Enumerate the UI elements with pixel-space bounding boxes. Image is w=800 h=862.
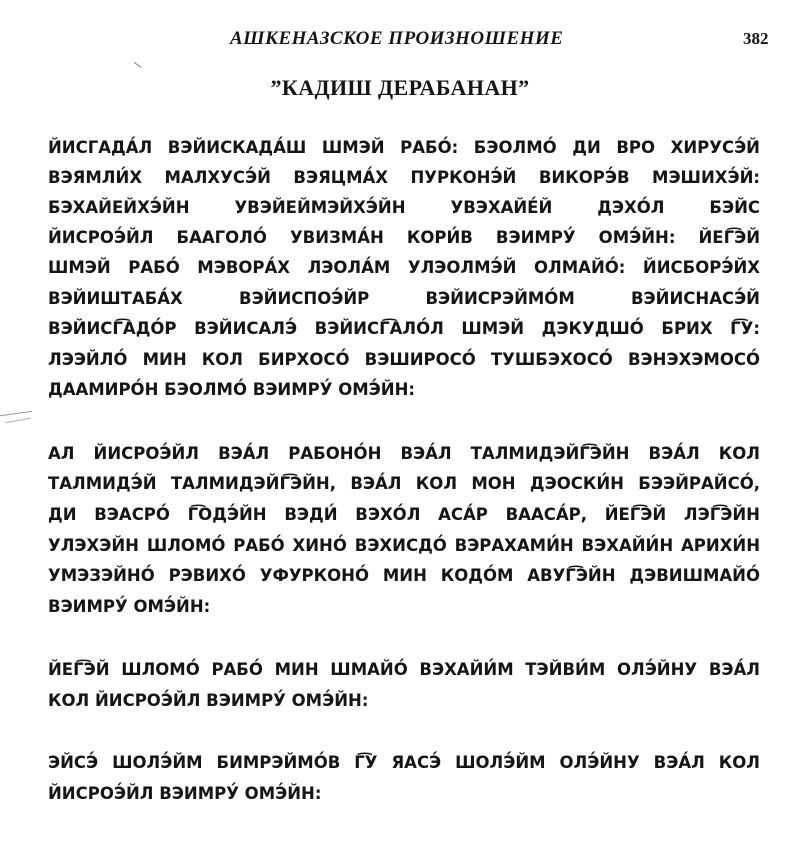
text-line: ДИ ВЭАСРО́ Г͡ОДЭ́ЙН ВЭДИ́ ВЭХО́Л АСА́Р ВААСА́Р, ЙЕГ͡ЭЙ ЛЭГ͡ЭЙН	[48, 505, 760, 524]
text-line: УМЭЗЭЙНО́ РЭВИХО́ УФУРКОНО́ МИН КОДО́М АВУГ͡ЭЙН ДЭВИШМАЙО́	[48, 566, 760, 585]
text-line: ЛЭЭЙЛО́ МИН КОЛ БИРХОСО́ ВЭШИРОСО́ ТУШБЭХОСО́ ВЭНЭХЭМОСО́	[48, 350, 760, 369]
text-line: ЙИСГАДА́Л ВЭЙИСКАДА́Ш ШМЭЙ РАБО́: БЭОЛМО́ ДИ ВРО ХИРУСЭ́Й	[48, 138, 760, 157]
running-header	[0, 28, 800, 58]
text-line: ВЭЯМЛИ́Х МАЛХУСЭ́Й ВЭЯЦМА́Х ПУРКОНЭ́Й ВИКОРЭ́В МЭШИХЭ́Й:	[48, 168, 760, 187]
text-line: ДААМИРО́Н БЭОЛМО́ ВЭИМРУ́ ОМЭ́ЙН:	[48, 380, 415, 399]
text-line: АЛ ЙИСРОЭ́ЙЛ ВЭА́Л РАБОНО́Н ВЭА́Л ТАЛМИДЭЙГ͡ЭЙН ВЭА́Л КОЛ	[48, 444, 760, 463]
text-line: БЭХАЙЕЙХЭ́ЙН УВЭЙЕЙМЭЙХЭ́ЙН УВЭХАЙЕ́Й ДЭХО́Л БЭЙС	[48, 198, 760, 217]
text-line: УЛЭХЭЙН ШЛОМО́ РАБО́ ХИНО́ ВЭХИСДО́ ВЭРАХАМИ́Н ВЭХАЙИ́Н АРИХИ́Н	[48, 536, 760, 555]
text-line: ШМЭЙ РАБО́ МЭВОРА́Х ЛЭОЛА́М УЛЭОЛМЭ́Й ОЛМАЙО́: ЙИСБОРЭ́ЙХ	[48, 258, 760, 277]
text-line: ЙИСРОЭ́ЙЛ ВЭИМРУ́ ОМЭ́ЙН:	[48, 784, 322, 803]
scan-speck	[131, 62, 141, 71]
text-line: ВЭЙИСГ͡АДО́Р ВЭЙИСАЛЭ́ ВЭЙИСГ͡АЛО́Л ШМЭЙ ДЭКУДШО́ БРИХ Г͡У:	[48, 319, 760, 338]
text-line: ВЭИМРУ́ ОМЭ́ЙН:	[48, 597, 211, 616]
text-line: КОЛ ЙИСРОЭ́ЙЛ ВЭИМРУ́ ОМЭ́ЙН:	[48, 691, 369, 710]
text-line: ЭЙСЭ́ ШОЛЭ́ЙМ БИМРЭЙМО́В Г͡У ЯАСЭ́ ШОЛЭ́ЙМ ОЛЭ́ЙНУ ВЭА́Л КОЛ	[48, 753, 760, 772]
prayer-title: ”КАДИШ ДЕРАБАНАН”	[270, 75, 530, 100]
page-number: 382	[743, 29, 769, 48]
text-line: ВЭЙИШТАБА́Х ВЭЙИСПОЭ́ЙР ВЭЙИСРЭЙМО́М ВЭЙИСНАСЭ́Й	[48, 289, 760, 308]
text-line: ЙЕГ͡ЭЙ ШЛОМО́ РАБО́ МИН ШМАЙО́ ВЭХАЙИ́М ТЭЙВИ́М ОЛЭ́ЙНУ ВЭА́Л	[48, 660, 760, 679]
text-line: ЙИСРОЭ́ЙЛ БААГОЛО́ УВИЗМА́Н КОРИ́В ВЭИМРУ́ ОМЭ́ЙН: ЙЕГ͡ЭЙ	[48, 228, 760, 247]
running-title: АШКЕНАЗСКОЕ ПРОИЗНОШЕНИЕ	[230, 28, 564, 49]
margin-mark	[0, 408, 36, 416]
text-line: ТАЛМИДЭ́Й ТАЛМИДЭЙГ͡ЭЙН, ВЭА́Л КОЛ МОН ДЭОСКИ́Н БЭЭЙРАЙСО́,	[48, 474, 760, 493]
